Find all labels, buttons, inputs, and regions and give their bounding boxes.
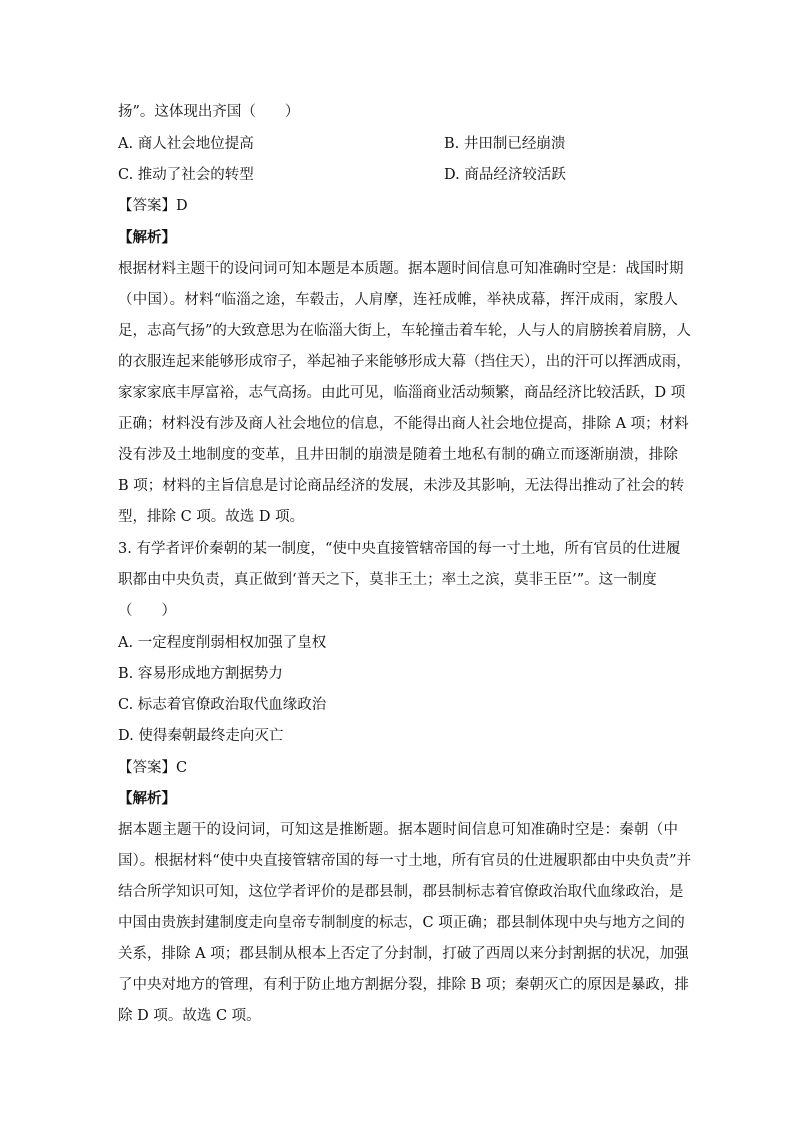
q2-option-a: A. 商人社会地位提高 [118,136,254,152]
q3-option-d: D. 使得秦朝最终走向灭亡 [118,728,284,744]
q3-option-a: A. 一定程度削弱相权加强了皇权 [118,635,327,651]
q3-stem-line: 3. 有学者评价秦朝的某一制度，“使中央直接管辖帝国的每一寸土地，所有官员的仕进履 [118,541,681,557]
q2-analysis-line: （中国）。材料“临淄之途，车毂击，人肩摩，连衽成帷，举袂成幕，挥汗成雨，家殷人 [118,292,678,308]
q3-analysis-line: 结合所学知识可知，这位学者评价的是郡县制，郡县制标志着官僚政治取代血缘政治，是 [118,884,684,900]
q2-option-b: B. 井田制已经崩溃 [444,136,566,152]
q2-analysis-line: 足，志高气扬”的大致意思为在临淄大街上，车轮撞击着车轮，人与人的肩膀挨着肩膀，人 [118,323,691,339]
q3-analysis-line: 了中央对地方的管理，有利于防止地方割据分裂，排除 B 项；秦朝灭亡的原因是暴政，排 [118,977,689,993]
q3-analysis-line: 关系，排除 A 项；郡县制从根本上否定了分封制，打破了西周以来分封割据的状况，加强 [118,946,689,962]
q2-analysis-line: 根据材料主题干的设问词可知本题是本质题。据本题时间信息可知准确时空是：战国时期 [118,261,684,277]
q2-option-c: C. 推动了社会的转型 [118,167,254,183]
q3-option-c: C. 标志着官僚政治取代血缘政治 [118,697,327,713]
q2-analysis-line: 没有涉及土地制度的变革，且井田制的崩溃是随着土地私有制的确立而逐渐崩溃，排除 [118,447,678,463]
q3-stem-line: 职都由中央负责，真正做到‘普天之下，莫非王土；率土之滨，莫非王臣’”。这一制度 [118,572,657,588]
q3-answer: 【答案】C [118,760,188,776]
q2-analysis-line: 正确；材料没有涉及商人社会地位的信息，不能得出商人社会地位提高，排除 A 项；材料 [118,416,689,432]
q2-analysis-heading: 【解析】 [118,229,176,246]
q2-option-d: D. 商品经济较活跃 [444,167,566,183]
q3-analysis-line: 除 D 项。故选 C 项。 [118,1008,261,1024]
q3-analysis-line: 据本题主题干的设问词，可知这是推断题。据本题时间信息可知准确时空是：秦朝（中 [118,822,678,838]
q3-analysis-line: 国）。根据材料“使中央直接管辖帝国的每一寸土地，所有官员的仕进履职都由中央负责”并 [118,853,692,869]
q2-analysis-line: 的衣服连起来能够形成帘子，举起袖子来能够形成大幕（挡住天），出的汗可以挥洒成雨， [118,354,691,370]
q3-option-b: B. 容易形成地方割据势力 [118,666,283,682]
q3-stem-line: （ ） [118,603,176,619]
q2-analysis-line: 家家家底丰厚富裕，志气高扬。由此可见，临淄商业活动频繁，商品经济比较活跃，D 项 [118,385,686,401]
q3-analysis-line: 中国由贵族封建制度走向皇帝专制制度的标志，C 项正确；郡县制体现中央与地方之间的 [118,915,685,931]
q2-analysis-line: 型，排除 C 项。故选 D 项。 [118,509,305,525]
q3-analysis-heading: 【解析】 [118,790,176,807]
q2-answer: 【答案】D [118,198,188,214]
q2-analysis-line: B 项；材料的主旨信息是讨论商品经济的发展，未涉及其影响，无法得出推动了社会的转 [118,478,685,494]
q2-stem-tail: 扬”。这体现出齐国（ ） [118,104,300,120]
